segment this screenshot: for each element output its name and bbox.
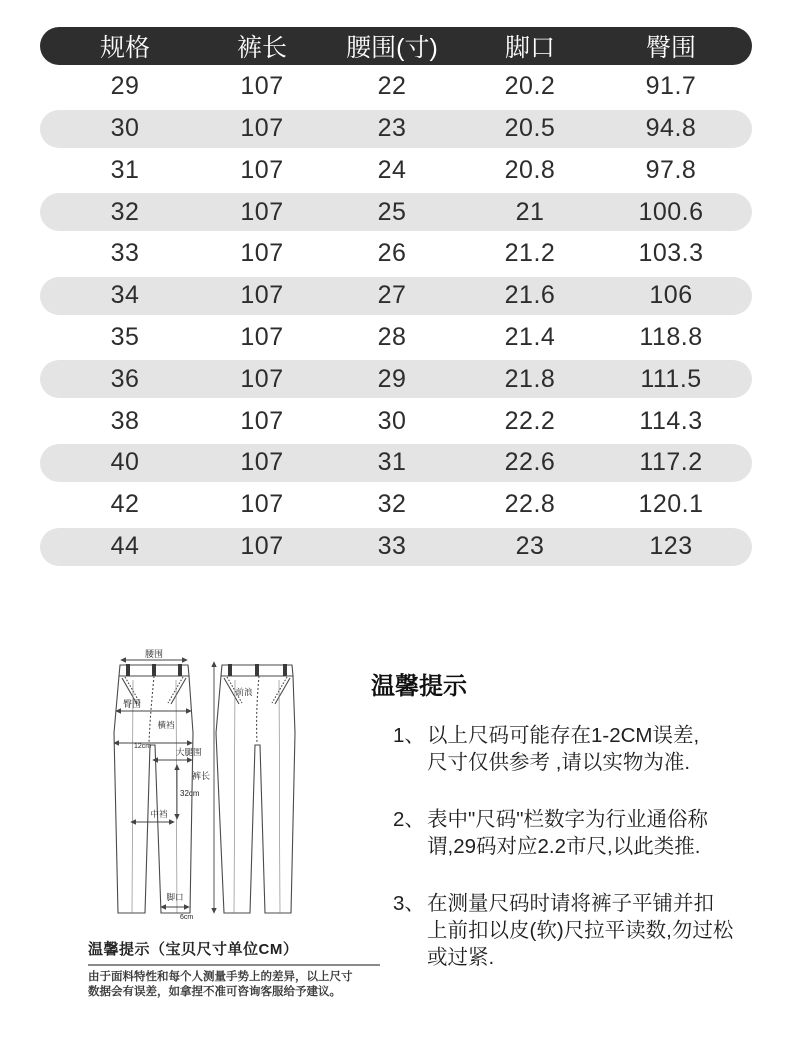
- note-item: [371, 890, 783, 971]
- notes-list: [371, 722, 783, 971]
- note-number: 2、: [393, 808, 425, 831]
- table-row: [40, 151, 752, 189]
- table-cell: 107: [240, 323, 284, 352]
- table-row: [40, 360, 752, 398]
- size-table-body: [40, 64, 752, 569]
- measure-arrows: [114, 660, 214, 913]
- table-cell: 24: [377, 155, 407, 184]
- table-cell: 103.3: [638, 239, 704, 268]
- thigh-label: 大腿围: [176, 747, 202, 757]
- table-cell: 33: [110, 239, 140, 268]
- table-cell: 107: [240, 114, 284, 143]
- table-cell: 38: [110, 406, 140, 435]
- table-row: [40, 486, 752, 524]
- length-label: 裤长: [191, 771, 211, 781]
- table-cell: 91.7: [645, 72, 697, 101]
- back-pants-outline: [216, 664, 295, 913]
- table-cell: 114.3: [639, 406, 703, 435]
- table-cell: 117.2: [639, 448, 703, 477]
- table-cell: 107: [240, 448, 284, 477]
- header-cell: 裤长: [236, 34, 287, 62]
- table-row: [40, 277, 752, 315]
- front-rise-label: 前浪: [235, 687, 253, 697]
- table-cell: 20.5: [504, 114, 556, 143]
- header-cell: 腰围(寸): [346, 34, 438, 62]
- table-cell: 31: [110, 155, 140, 184]
- table-cell: 42: [110, 490, 140, 519]
- table-cell: 106: [649, 281, 693, 310]
- thigh-note-label: 32cm: [180, 789, 200, 798]
- table-cell: 107: [240, 239, 284, 268]
- table-cell: 21.8: [504, 364, 556, 393]
- table-cell: 21.4: [504, 323, 556, 352]
- crotch-note-label: 12cm: [134, 743, 152, 750]
- note-number: 1、: [393, 724, 425, 747]
- knee-label: 中裆: [150, 809, 168, 819]
- table-cell: 107: [240, 406, 284, 435]
- table-row: [40, 319, 752, 357]
- table-row: [40, 68, 752, 106]
- table-row: [40, 235, 752, 273]
- table-cell: 23: [515, 532, 545, 561]
- table-cell: 36: [110, 364, 140, 393]
- hem-note-label: 6cm: [180, 914, 194, 921]
- table-cell: 32: [110, 197, 140, 226]
- table-cell: 30: [377, 406, 407, 435]
- table-cell: 118.8: [639, 323, 703, 352]
- hem-label: 脚口: [166, 892, 184, 902]
- table-cell: 35: [110, 323, 140, 352]
- hip-label: 臀围: [122, 699, 142, 709]
- table-cell: 44: [110, 532, 140, 561]
- note-text: 在测量尺码时请将裤子平铺并扣 上前扣以皮(软)尺拉平读数,勿过松 或过紧.: [427, 892, 734, 969]
- table-cell: 107: [240, 490, 284, 519]
- table-cell: 25: [377, 197, 407, 226]
- note-item: [371, 722, 783, 776]
- table-row: [40, 402, 752, 440]
- caption-title: 温馨提示（宝贝尺寸单位CM）: [88, 938, 380, 966]
- header-cell: 臀围: [645, 34, 696, 62]
- table-cell: 30: [110, 114, 140, 143]
- table-cell: 20.8: [504, 155, 556, 184]
- table-cell: 27: [377, 281, 407, 310]
- table-row: [40, 110, 752, 148]
- table-cell: 20.2: [504, 72, 556, 101]
- header-cell: 脚口: [504, 34, 555, 62]
- table-cell: 100.6: [638, 197, 704, 226]
- table-cell: 22.8: [504, 490, 556, 519]
- table-row: [40, 528, 752, 566]
- diagram-caption: [88, 938, 380, 999]
- table-cell: 107: [240, 364, 284, 393]
- table-cell: 21: [515, 197, 545, 226]
- table-cell: 29: [377, 364, 407, 393]
- table-cell: 26: [377, 239, 407, 268]
- table-cell: 107: [240, 197, 284, 226]
- table-cell: 97.8: [645, 155, 697, 184]
- table-cell: 32: [377, 490, 407, 519]
- pants-measure-diagram: [76, 648, 311, 928]
- table-cell: 94.8: [645, 114, 697, 143]
- table-cell: 23: [377, 114, 407, 143]
- table-cell: 107: [240, 155, 284, 184]
- crotch-label: 横裆: [157, 720, 175, 730]
- table-cell: 22.2: [504, 406, 556, 435]
- note-item: [371, 806, 783, 860]
- note-text: 以上尺码可能存在1-2CM误差, 尺寸仅供参考 ,请以实物为准.: [427, 724, 700, 774]
- table-cell: 120.1: [638, 490, 704, 519]
- table-row: [40, 444, 752, 482]
- table-cell: 40: [110, 448, 140, 477]
- table-row: [40, 193, 752, 231]
- table-cell: 22.6: [504, 448, 556, 477]
- note-text: 表中"尺码"栏数字为行业通俗称 谓,29码对应2.2市尺,以此类推.: [427, 808, 709, 858]
- table-cell: 34: [110, 281, 140, 310]
- table-cell: 107: [240, 281, 284, 310]
- table-cell: 107: [240, 72, 284, 101]
- table-cell: 29: [110, 72, 140, 101]
- table-cell: 31: [377, 448, 407, 477]
- table-cell: 33: [377, 532, 407, 561]
- table-cell: 111.5: [640, 364, 702, 393]
- note-number: 3、: [393, 892, 425, 915]
- table-cell: 21.2: [504, 239, 556, 268]
- caption-line-2: 数据会有误差，如拿捏不准可咨询客服给予建议。: [88, 985, 341, 998]
- table-cell: 28: [377, 323, 407, 352]
- notes-section: [371, 672, 783, 1001]
- header-cell: 规格: [99, 34, 150, 62]
- table-cell: 22: [377, 72, 407, 101]
- table-cell: 21.6: [504, 281, 556, 310]
- caption-line-1: 由于面料特性和每个人测量手势上的差异，以上尺寸: [88, 971, 353, 983]
- waist-label: 腰围: [144, 649, 164, 659]
- table-cell: 107: [240, 532, 284, 561]
- size-table-header: [40, 27, 752, 65]
- table-cell: 123: [649, 532, 693, 561]
- notes-title: 温馨提示: [371, 673, 467, 700]
